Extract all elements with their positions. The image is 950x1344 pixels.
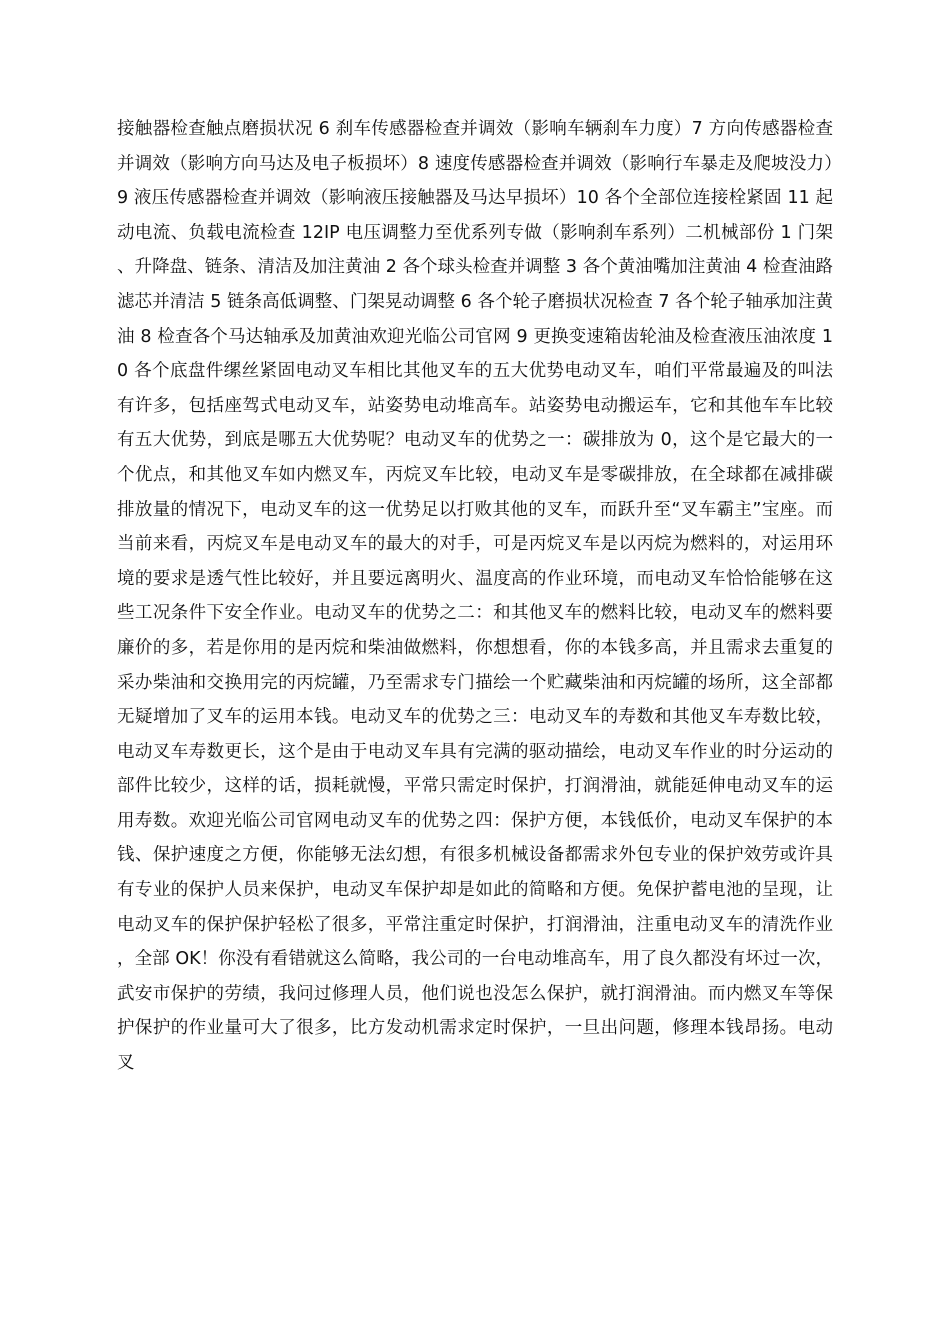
body-paragraph: 接触器检查触点磨损状况 6 刹车传感器检查并调效（影响车辆刹车力度）7 方向传感器检查并调效（影响方向马达及电子板损坏）8 速度传感器检查并调效（影响行车暴走及爬坡没力）9 液压传感器检查并调效（影响液压接触器及马达早损坏）10 各个全部位连接栓紧固 11 起动电流、负载电流检查 12IP 电压调整力至优系列专做（影响刹车系列）二机械部份 1 门架、升降盘、链条、清洁及加注黄油 2 各个球头检查并调整 3 各个黄油嘴加注黄油 4 检查油路滤芯并清洁 5 链条高低调整、门架晃动调整 6 各个轮子磨损状况检查 7 各个轮子轴承加注黄油 8 检查各个马达轴承及加黄油欢迎光临公司官网 9 更换变速箱齿轮油及检查液压油浓度 10 各个底盘件缧丝紧固电动叉车相比其他叉车的五大优势电动叉车，咱们平常最遍及的叫法有许多，包括座驾式电动叉车，站姿势电动堆高车。站姿势电动搬运车，它和其他车车比较有五大优势，到底是哪五大优势呢？电动叉车的优势之一：碳排放为 0，这个是它最大的一个优点，和其他叉车如内燃叉车，丙烷叉车比较，电动叉车是零碳排放，在全球都在减排碳排放量的情况下，电动叉车的这一优势足以打败其他的叉车，而跃升至“叉车霸主”宝座。而当前来看，丙烷叉车是电动叉车的最大的对手，可是丙烷叉车是以丙烷为燃料的，对运用环境的要求是透气性比较好，并且要远离明火、温度高的作业环境，而电动叉车恰恰能够在这些工况条件下安全作业。电动叉车的优势之二：和其他叉车的燃料比较，电动叉车的燃料要廉价的多，若是你用的是丙烷和柴油做燃料，你想想看，你的本钱多高，并且需求去重复的采办柴油和交换用完的丙烷罐，乃至需求专门描绘一个贮藏柴油和丙烷罐的场所，这全部都无疑增加了叉车的运用本钱。电动叉车的优势之三：电动叉车的寿数和其他叉车寿数比较，电动叉车寿数更长，这个是由于电动叉车具有完满的驱动描绘，电动叉车作业的时分运动的部件比较少，这样的话，损耗就慢，平常只需定时保护，打润滑油，就能延伸电动叉车的运用寿数。欢迎光临公司官网电动叉车的优势之四：保护方便，本钱低价，电动叉车保护的本钱、保护速度之方便，你能够无法幻想，有很多机械设备都需求外包专业的保护效劳或许具有专业的保护人员来保护，电动叉车保护却是如此的简略和方便。免保护蓄电池的呈现，让电动叉车的保护保护轻松了很多，平常注重定时保护，打润滑油，注重电动叉车的清洗作业，全部 OK！你没有看错就这么简略，我公司的一台电动堆高车，用了良久都没有坏过一次，武安市保护的劳绩，我问过修理人员，他们说也没怎么保护，就打润滑油。而内燃叉车等保护保护的作业量可大了很多，比方发动机需求定时保护，一旦出问题，修理本钱昂扬。电动叉 [117,119,833,1074]
